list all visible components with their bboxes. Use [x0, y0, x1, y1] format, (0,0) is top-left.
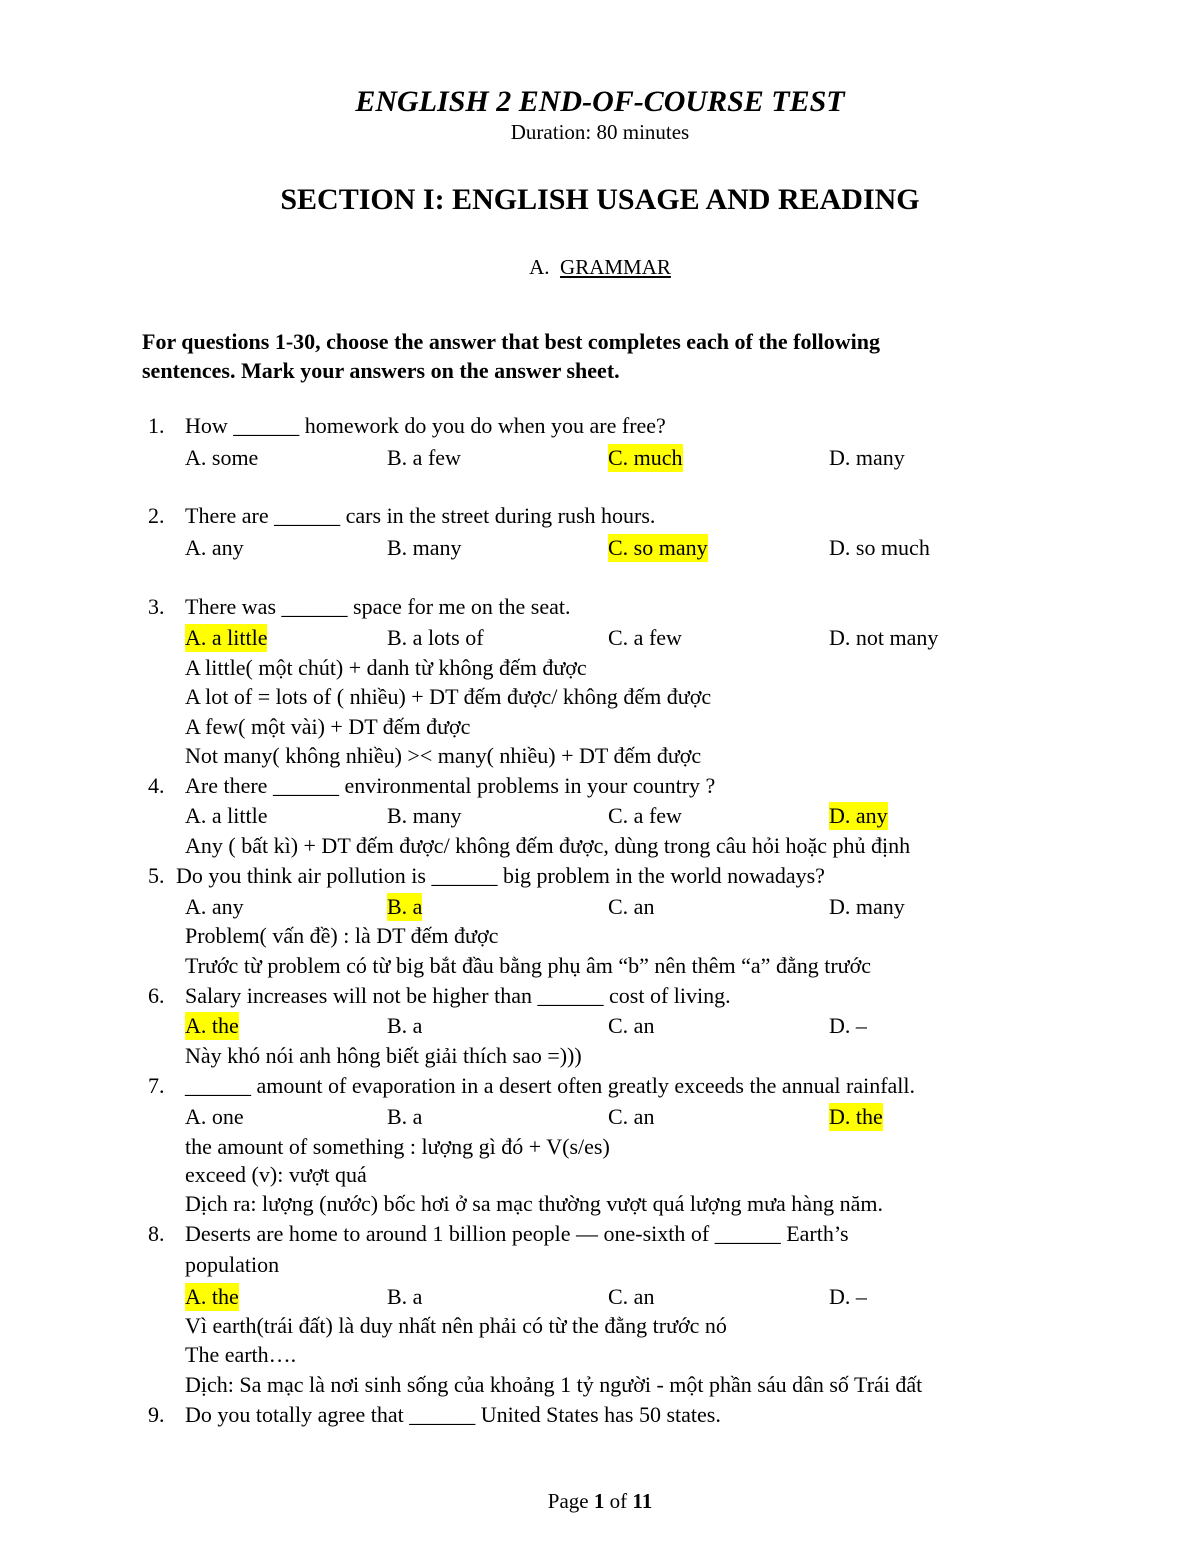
- answer-option: A. a little: [185, 803, 268, 828]
- question-number: 6.: [148, 983, 165, 1008]
- question-number: 2.: [148, 503, 165, 528]
- explanation-note: Any ( bất kì) + DT đếm được/ không đếm được, dùng trong câu hỏi hoặc phủ định: [185, 833, 911, 858]
- answer-option: A. some: [185, 445, 259, 470]
- answer-option: D. –: [829, 1013, 867, 1038]
- answer-option: B. a lots of: [387, 625, 484, 650]
- answer-option: C. an: [608, 894, 655, 919]
- answer-option-correct: C. so many: [608, 535, 708, 560]
- question-stem: Do you totally agree that ______ United States has 50 states.: [185, 1402, 721, 1427]
- question-number: 9.: [148, 1402, 165, 1427]
- explanation-note: A lot of = lots of ( nhiều) + DT đếm được/ không đếm được: [185, 684, 712, 709]
- answer-option: C. an: [608, 1104, 655, 1129]
- explanation-note: Dịch: Sa mạc là nơi sinh sống của khoảng 1 tỷ người - một phần sáu dân số Trái đất: [185, 1372, 923, 1397]
- answer-option: C. a few: [608, 625, 682, 650]
- footer-of: of: [604, 1489, 633, 1513]
- question-stem: Salary increases will not be higher than ______ cost of living.: [185, 983, 731, 1008]
- answer-option-correct: C. much: [608, 445, 683, 470]
- question-stem: How ______ homework do you do when you are free?: [185, 413, 666, 438]
- question-stem: There was ______ space for me on the seat.: [185, 594, 571, 619]
- answer-option-correct: D. the: [829, 1104, 883, 1129]
- answer-option-correct: A. the: [185, 1284, 239, 1309]
- subsection-heading: [0, 254, 1200, 280]
- instructions-line-1: For questions 1-30, choose the answer that best completes each of the following: [142, 329, 880, 354]
- explanation-note: Not many( không nhiều) >< many( nhiều) + DT đếm được: [185, 743, 702, 768]
- answer-option: A. any: [185, 894, 244, 919]
- answer-option: C. a few: [608, 803, 682, 828]
- section-heading: SECTION I: ENGLISH USAGE AND READING: [280, 183, 920, 216]
- answer-option: C. an: [608, 1013, 655, 1038]
- answer-option-correct: A. a little: [185, 625, 268, 650]
- answer-option: B. a: [387, 1013, 423, 1038]
- footer-prefix: Page: [547, 1489, 594, 1513]
- answer-option: B. a: [387, 1104, 423, 1129]
- answer-option: D. –: [829, 1284, 867, 1309]
- answer-option: D. many: [829, 445, 905, 470]
- question-stem: There are ______ cars in the street during rush hours.: [185, 503, 656, 528]
- question-stem: Are there ______ environmental problems in your country ?: [185, 773, 716, 798]
- explanation-note: Này khó nói anh hông biết giải thích sao =))): [185, 1043, 582, 1068]
- explanation-note: A few( một vài) + DT đếm được: [185, 714, 471, 739]
- test-title: ENGLISH 2 END-OF-COURSE TEST: [355, 85, 845, 118]
- answer-option-correct: D. any: [829, 803, 888, 828]
- answer-option: A. one: [185, 1104, 244, 1129]
- question-stem: ______ amount of evaporation in a desert often greatly exceeds the annual rainfall.: [185, 1073, 916, 1098]
- duration-text: Duration: 80 minutes: [510, 120, 690, 144]
- question-number: 8.: [148, 1221, 165, 1246]
- explanation-note: Trước từ problem có từ big bắt đầu bằng phụ âm “b” nên thêm “a” đằng trước: [185, 953, 871, 978]
- answer-option-correct: B. a: [387, 894, 423, 919]
- answer-option: B. a: [387, 1284, 423, 1309]
- explanation-note: exceed (v): vượt quá: [185, 1162, 367, 1187]
- question-number: 1.: [148, 413, 165, 438]
- footer-page-number: 1: [593, 1489, 605, 1513]
- explanation-note: Problem( vấn đề) : là DT đếm được: [185, 923, 499, 948]
- answer-option: B. many: [387, 803, 462, 828]
- subsection-name: GRAMMAR: [560, 255, 671, 279]
- answer-option: D. so much: [829, 535, 930, 560]
- explanation-note: The earth….: [185, 1342, 297, 1367]
- answer-option: D. not many: [829, 625, 939, 650]
- question-stem: Do you think air pollution is ______ big problem in the world nowadays?: [176, 863, 825, 888]
- footer-total-pages: 11: [632, 1489, 653, 1513]
- question-number: 7.: [148, 1073, 165, 1098]
- explanation-note: the amount of something : lượng gì đó + V(s/es): [185, 1134, 610, 1159]
- answer-option-correct: A. the: [185, 1013, 239, 1038]
- question-number: 3.: [148, 594, 165, 619]
- answer-option: C. an: [608, 1284, 655, 1309]
- instructions-line-2: sentences. Mark your answers on the answer sheet.: [142, 358, 620, 383]
- answer-option: A. any: [185, 535, 244, 560]
- question-number: 4.: [148, 773, 165, 798]
- explanation-note: A little( một chút) + danh từ không đếm được: [185, 655, 587, 680]
- question-number: 5.: [148, 863, 165, 888]
- explanation-note: Dịch ra: lượng (nước) bốc hơi ở sa mạc thường vượt quá lượng mưa hàng năm.: [185, 1191, 883, 1216]
- page-footer: [0, 1488, 1200, 1514]
- answer-option: B. many: [387, 535, 462, 560]
- answer-option: D. many: [829, 894, 905, 919]
- answer-option: B. a few: [387, 445, 461, 470]
- explanation-note: Vì earth(trái đất) là duy nhất nên phải có từ the đằng trước nó: [185, 1313, 727, 1338]
- question-stem: population: [185, 1252, 280, 1277]
- question-stem: Deserts are home to around 1 billion people — one-sixth of ______ Earth’s: [185, 1221, 849, 1246]
- subsection-letter: A.: [529, 255, 550, 279]
